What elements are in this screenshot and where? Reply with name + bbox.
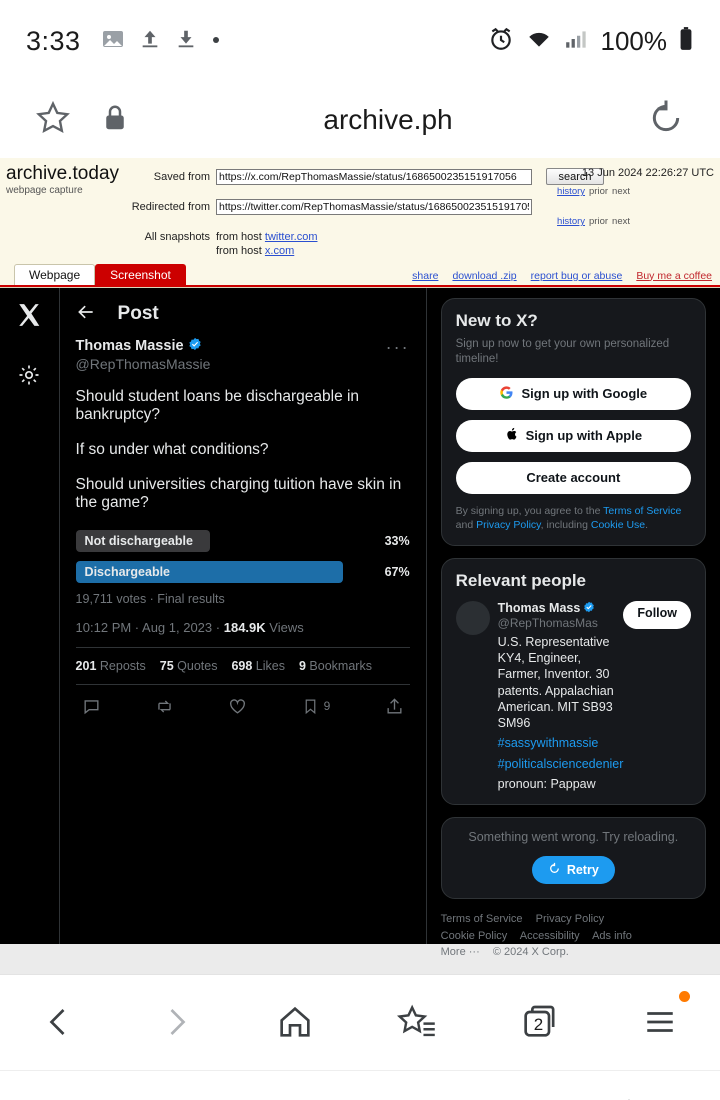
archive-tools bbox=[412, 270, 712, 282]
saved-from-history-link[interactable]: history bbox=[557, 186, 586, 197]
post-header bbox=[60, 288, 426, 337]
tweet-action-bar bbox=[76, 685, 410, 726]
buy-me-a-coffee-link[interactable]: Buy me a coffee bbox=[636, 269, 712, 282]
status-bar bbox=[0, 0, 720, 82]
reload-icon[interactable] bbox=[646, 98, 686, 143]
tweet-stats-row bbox=[76, 647, 410, 685]
footer-link-more[interactable]: More ··· bbox=[440, 946, 480, 959]
redirected-from-label: Redirected from bbox=[131, 201, 210, 213]
nav-tab-count: 2 bbox=[533, 1015, 544, 1034]
archive-tab-bar bbox=[0, 265, 720, 287]
relevant-people-card bbox=[441, 558, 706, 805]
tweet-paragraph-2: If so under what conditions? bbox=[75, 440, 269, 458]
new-to-x-card bbox=[441, 298, 706, 546]
tweet-timestamp: 10:12 PM · Aug 1, 2023 bbox=[75, 619, 213, 635]
footer-copyright: © 2024 X Corp. bbox=[492, 946, 569, 959]
poll-option-bar-dischargeable bbox=[76, 561, 343, 583]
star-icon[interactable] bbox=[34, 99, 72, 142]
footer-link-ads-info[interactable]: Ads info bbox=[592, 929, 632, 942]
saved-from-label: Saved from bbox=[153, 170, 210, 183]
tweet-author-row bbox=[76, 337, 410, 372]
more-options-icon[interactable]: ··· bbox=[385, 336, 410, 357]
status-bar-notification-icons bbox=[101, 27, 221, 56]
stat-likes[interactable]: 698 Likes bbox=[231, 658, 285, 673]
archive-brand[interactable] bbox=[0, 164, 120, 196]
lock-icon[interactable] bbox=[100, 102, 130, 139]
follow-button[interactable]: Follow bbox=[623, 601, 691, 629]
sign-up-apple-label: Sign up with Apple bbox=[525, 428, 643, 444]
share-icon[interactable] bbox=[385, 697, 404, 716]
saved-from-prev-link[interactable]: prior bbox=[589, 186, 609, 197]
reply-icon[interactable] bbox=[82, 697, 101, 716]
footer-link-terms[interactable]: Terms of Service bbox=[440, 913, 523, 926]
sign-up-google-label: Sign up with Google bbox=[521, 386, 648, 402]
redirected-from-history-link[interactable]: history bbox=[557, 216, 586, 227]
snapshot-host-link-x[interactable]: x.com bbox=[264, 244, 295, 257]
person-handle: @RepThomasMas bbox=[497, 615, 598, 630]
person-pronoun: pronoun: Pappaw bbox=[497, 776, 596, 791]
download-icon bbox=[175, 27, 197, 56]
terms-of-service-link[interactable]: Terms of Service bbox=[603, 504, 682, 517]
poll-option-percent-1: 33% bbox=[384, 533, 410, 548]
battery-icon bbox=[678, 26, 694, 57]
signup-legal-text bbox=[456, 504, 691, 533]
snapshot-host-link-twitter[interactable]: twitter.com bbox=[264, 231, 318, 243]
x-footer-links bbox=[441, 911, 706, 961]
stat-bookmarks[interactable]: 9 Bookmarks bbox=[298, 658, 372, 673]
bookmark-icon[interactable] bbox=[302, 698, 331, 715]
cookie-use-link[interactable]: Cookie Use bbox=[590, 519, 646, 532]
like-icon[interactable] bbox=[228, 697, 247, 716]
share-link[interactable]: share bbox=[412, 269, 439, 282]
poll-option-label-1: Not dischargeable bbox=[84, 533, 193, 548]
poll-option-label-2: Dischargeable bbox=[84, 564, 171, 579]
stat-reposts[interactable]: 201 Reposts bbox=[75, 658, 146, 673]
refresh-icon bbox=[548, 862, 561, 878]
battery-percent-label: 100% bbox=[600, 25, 667, 56]
nav-tabs-button[interactable] bbox=[519, 1002, 559, 1042]
legal-end: . bbox=[645, 519, 649, 532]
bookmark-count: 9 bbox=[323, 699, 331, 713]
report-bug-link[interactable]: report bug or abuse bbox=[530, 269, 623, 282]
saved-from-input[interactable] bbox=[216, 169, 532, 185]
tweet-views-label: Views bbox=[269, 619, 304, 635]
google-icon bbox=[499, 385, 514, 403]
nav-bookmarks-button[interactable] bbox=[396, 1001, 438, 1043]
footer-link-privacy[interactable]: Privacy Policy bbox=[535, 913, 605, 926]
archive-brand-subtitle: webpage capture bbox=[6, 184, 83, 196]
archive-timestamp: 13 Jun 2024 22:26:27 UTC bbox=[581, 167, 714, 179]
snapshot-host-prefix-2: from host bbox=[216, 244, 262, 257]
legal-prefix: By signing up, you agree to the bbox=[455, 504, 604, 517]
tab-webpage[interactable]: Webpage bbox=[14, 264, 95, 285]
person-bio: U.S. Representative KY4, Engineer, Farmer, Inventor. 30 patents. Appalachian American. MIT SB93 SM96 bbox=[497, 634, 614, 731]
status-bar-system-icons bbox=[488, 26, 695, 57]
x-right-rail bbox=[427, 288, 720, 959]
person-name: Thomas Mass bbox=[497, 601, 581, 616]
x-main-column bbox=[60, 288, 427, 944]
x-logo-icon[interactable] bbox=[16, 302, 42, 333]
tab-screenshot[interactable]: Screenshot bbox=[95, 264, 186, 285]
back-arrow-icon[interactable] bbox=[76, 302, 96, 327]
retry-button[interactable] bbox=[532, 856, 615, 884]
relevant-person[interactable] bbox=[456, 601, 691, 792]
repost-icon[interactable] bbox=[155, 697, 174, 716]
dot-icon bbox=[211, 32, 221, 50]
download-zip-link[interactable]: download .zip bbox=[452, 269, 517, 282]
footer-link-cookie[interactable]: Cookie Policy bbox=[440, 929, 508, 942]
wifi-icon bbox=[525, 26, 553, 57]
x-left-rail bbox=[0, 288, 60, 944]
tweet-author-handle: @RepThomasMassie bbox=[75, 355, 211, 372]
accessibility-icon[interactable] bbox=[611, 1096, 647, 1100]
all-snapshots-label: All snapshots bbox=[144, 231, 210, 243]
redirected-from-input[interactable] bbox=[216, 199, 532, 215]
nav-back-button[interactable] bbox=[41, 1004, 77, 1040]
tweet-author-name: Thomas Massie bbox=[75, 337, 184, 354]
redirected-from-prev-link[interactable]: prior bbox=[589, 216, 609, 227]
error-card bbox=[441, 817, 706, 899]
redirected-from-next-link[interactable]: next bbox=[612, 216, 630, 227]
tweet-author-name-row[interactable] bbox=[76, 337, 386, 355]
nav-menu-button[interactable] bbox=[640, 1005, 680, 1039]
hashtag-politicalsciencedenier[interactable]: #politicalsciencedenier bbox=[497, 756, 624, 771]
person-name-row bbox=[498, 601, 624, 616]
poll-option-percent-2: 67% bbox=[384, 564, 410, 579]
gear-icon[interactable] bbox=[17, 363, 41, 392]
tweet-paragraph-3: Should universities charging tuition have skin in the game? bbox=[75, 475, 402, 511]
retry-label: Retry bbox=[566, 863, 599, 878]
tweet-paragraph-1: Should student loans be dischargeable in bankruptcy? bbox=[75, 387, 360, 423]
post-header-title: Post bbox=[117, 303, 159, 324]
tweet-timestamp-row: 10:12 PM · Aug 1, 2023 · 184.9K Views bbox=[75, 619, 304, 635]
system-navigation-bar bbox=[0, 1070, 720, 1100]
footer-link-accessibility[interactable]: Accessibility bbox=[519, 929, 580, 942]
relevant-people-title: Relevant people bbox=[455, 570, 587, 590]
snapshot-host-prefix-1: from host bbox=[216, 231, 262, 243]
poll bbox=[76, 530, 410, 606]
poll-option-row bbox=[76, 530, 410, 552]
upload-icon bbox=[139, 27, 161, 56]
new-to-x-subtitle: Sign up now to get your own personalized timeline! bbox=[455, 337, 670, 366]
sign-up-apple-button[interactable] bbox=[456, 420, 691, 452]
status-bar-clock: 3:33 bbox=[26, 25, 81, 56]
tweet-views-count: 184.9K bbox=[223, 619, 266, 635]
url-title[interactable]: archive.ph bbox=[323, 104, 453, 135]
hashtag-sassywithmassie[interactable]: #sassywithmassie bbox=[497, 736, 599, 751]
archive-brand-title: archive.today bbox=[6, 163, 120, 184]
image-icon bbox=[101, 27, 125, 56]
create-account-button[interactable] bbox=[456, 462, 691, 494]
browser-top-bar bbox=[0, 82, 720, 158]
error-message: Something went wrong. Try reloading. bbox=[468, 830, 679, 845]
legal-and: and bbox=[455, 519, 477, 532]
verified-badge-icon bbox=[188, 337, 202, 355]
apple-icon bbox=[505, 426, 519, 445]
nav-home-button[interactable] bbox=[275, 1002, 315, 1042]
signal-icon bbox=[564, 26, 590, 57]
poll-meta: 19,711 votes · Final results bbox=[75, 591, 225, 606]
archive-header bbox=[0, 158, 720, 288]
sign-up-google-button[interactable] bbox=[456, 378, 691, 410]
legal-incl: , including bbox=[540, 519, 591, 532]
avatar bbox=[456, 601, 490, 635]
poll-option-bar-not-dischargeable bbox=[76, 530, 210, 552]
browser-bottom-nav bbox=[0, 974, 720, 1070]
alarm-icon bbox=[488, 26, 514, 57]
verified-badge-icon bbox=[583, 601, 595, 616]
new-to-x-title: New to X? bbox=[455, 310, 538, 330]
archive-search-button[interactable]: search bbox=[546, 168, 604, 185]
stat-quotes[interactable]: 75 Quotes bbox=[159, 658, 218, 673]
create-account-label: Create account bbox=[526, 470, 621, 486]
tweet-container bbox=[60, 337, 426, 732]
poll-option-row bbox=[76, 561, 410, 583]
saved-from-next-link[interactable]: next bbox=[612, 186, 630, 197]
x-page-screenshot bbox=[0, 288, 720, 959]
privacy-policy-link[interactable]: Privacy Policy bbox=[476, 519, 541, 532]
nav-forward-button[interactable] bbox=[158, 1004, 194, 1040]
menu-badge-dot bbox=[679, 991, 690, 1002]
